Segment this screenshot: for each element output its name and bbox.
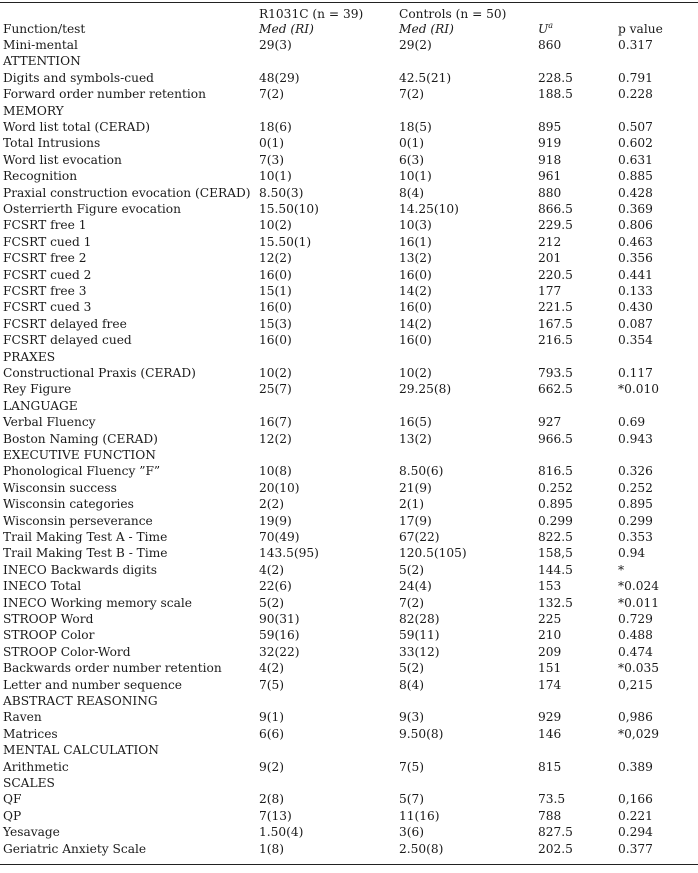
controls-value: 24(4) [399,579,432,594]
controls-value: 5(2) [399,562,425,577]
p-value: 0.895 [618,497,653,512]
controls-value: 0(1) [399,136,425,151]
p-value: *0.024 [618,579,659,594]
r1031c-value: 19(9) [259,513,292,528]
u-value: 662.5 [538,382,573,397]
controls-value: 16(0) [399,300,432,315]
u-value: 167.5 [538,316,573,331]
table-row [0,662,698,678]
p-value: 0.806 [618,218,653,233]
r1031c-value: 5(2) [259,595,285,610]
test-name: Matrices [3,726,58,741]
top-rule [0,2,698,3]
header-med-ri-controls: Med (RI) [399,22,454,36]
table-row [0,465,698,481]
p-value: *0.010 [618,382,659,397]
controls-value: 5(7) [399,792,425,807]
controls-value: 29(2) [399,38,432,52]
u-value: 210 [538,628,562,643]
p-value: 0.326 [618,464,653,479]
p-value: 0,986 [618,710,653,725]
controls-value: 5(2) [399,661,425,676]
p-value: *0.035 [618,661,659,676]
p-value: 0.631 [618,152,653,167]
test-name: STROOP Color [3,628,95,643]
u-value: 880 [538,185,562,200]
p-value: 0.69 [618,415,646,430]
header-p-value: p value [618,22,663,36]
u-value: 228.5 [538,70,573,85]
r1031c-value: 10(2) [259,218,292,233]
controls-value: 7(2) [399,595,425,610]
p-value: 0.133 [618,284,653,298]
controls-value: 29.25(8) [399,382,452,397]
r1031c-value: 32(22) [259,644,300,659]
controls-value: 14(2) [399,284,432,298]
test-name: Geriatric Anxiety Scale [3,841,147,856]
section-header-row [0,777,698,793]
test-name: Yesavage [3,825,60,840]
section-header-row [0,695,698,711]
section-label: PRAXES [3,349,56,364]
p-value: 0.299 [618,513,653,528]
controls-value: 59(11) [399,628,440,643]
controls-value: 14.25(10) [399,202,459,216]
test-name: Praxial construction evocation (CERAD) [3,185,251,200]
table-row [0,72,698,88]
r1031c-value: 20(10) [259,480,300,495]
section-label: MENTAL CALCULATION [3,743,159,758]
table-row [0,646,698,662]
header-u-statistic: $U^a$ [538,21,554,36]
u-value: 815 [538,759,562,774]
header-u-superscript: a [548,21,554,30]
u-value: 918 [538,152,562,167]
table-row [0,236,698,252]
table-row [0,416,698,432]
test-name: FCSRT delayed free [3,316,127,331]
controls-value: 21(9) [399,480,432,495]
controls-value: 7(2) [399,87,425,102]
controls-value: 6(3) [399,152,425,167]
test-name: Rey Figure [3,382,72,397]
controls-value: 8(4) [399,677,425,692]
controls-value: 10(1) [399,169,432,184]
controls-value: 9(3) [399,710,425,725]
p-value: 0.428 [618,185,653,200]
r1031c-value: 143.5(95) [259,546,319,561]
test-name: FCSRT cued 2 [3,267,92,282]
table-row [0,252,698,268]
p-value: 0.885 [618,169,653,184]
table-row [0,170,698,186]
controls-value: 16(0) [399,333,432,348]
table-row [0,711,698,727]
r1031c-value: 8.50(3) [259,185,304,200]
p-value: 0.430 [618,300,653,315]
test-name: INECO Backwards digits [3,562,158,577]
r1031c-value: 25(7) [259,382,292,397]
r1031c-value: 16(0) [259,267,292,282]
r1031c-value: 1(8) [259,841,285,856]
p-value: 0.507 [618,120,653,134]
p-value: 0.356 [618,251,653,266]
r1031c-value: 7(2) [259,87,285,102]
p-value: 0.602 [618,136,653,151]
u-value: 866.5 [538,202,573,216]
test-name: Backwards order number retention [3,661,222,676]
header-group-controls: Controls (n = 50) [399,7,507,21]
section-header-row [0,400,698,416]
table-header-columns [0,23,698,39]
test-name: QP [3,808,22,823]
test-name: Raven [3,710,42,725]
u-value: 225 [538,612,562,626]
u-value: 153 [538,579,562,594]
r1031c-value: 7(3) [259,152,285,167]
test-name: Wisconsin perseverance [3,513,153,528]
controls-value: 17(9) [399,513,432,528]
controls-value: 42.5(21) [399,70,452,85]
r1031c-value: 16(7) [259,415,292,430]
r1031c-value: 16(0) [259,333,292,348]
p-value: 0.221 [618,808,653,823]
test-name: QF [3,792,22,807]
u-value: 816.5 [538,464,573,479]
table-row [0,679,698,695]
section-label: MEMORY [3,103,64,118]
table-row [0,367,698,383]
controls-value: 120.5(105) [399,546,467,561]
table-row [0,383,698,399]
u-value: 822.5 [538,530,573,544]
table-row [0,269,698,285]
controls-value: 10(3) [399,218,432,233]
table-row [0,531,698,547]
test-name: Arithmetic [3,759,69,774]
u-value: 860 [538,38,562,52]
p-value: 0.474 [618,644,653,659]
test-name: Word list total (CERAD) [3,120,151,134]
p-value: 0.377 [618,841,653,856]
table-row [0,318,698,334]
p-value: 0.488 [618,628,653,643]
p-value: 0.791 [618,70,653,85]
controls-value: 13(2) [399,251,432,266]
header-function-test: Function/test [3,22,86,36]
u-value: 144.5 [538,562,573,577]
test-name: FCSRT cued 3 [3,300,92,315]
controls-value: 9.50(8) [399,726,444,741]
u-value: 220.5 [538,267,573,282]
test-name: Wisconsin categories [3,497,134,512]
r1031c-value: 10(2) [259,366,292,380]
table-row [0,88,698,104]
p-value: 0.354 [618,333,653,348]
table-row [0,613,698,629]
table-row [0,482,698,498]
controls-value: 8(4) [399,185,425,200]
section-label: LANGUAGE [3,398,78,413]
table-row [0,137,698,153]
u-value: 927 [538,415,562,430]
controls-value: 13(2) [399,431,432,446]
section-header-row [0,351,698,367]
table-row [0,728,698,744]
test-name: Wisconsin success [3,480,117,495]
p-value: 0.389 [618,759,653,774]
r1031c-value: 10(8) [259,464,292,479]
u-value: 929 [538,710,562,725]
table-row [0,39,698,55]
r1031c-value: 9(1) [259,710,285,725]
test-name: Constructional Praxis (CERAD) [3,366,196,380]
controls-value: 10(2) [399,366,432,380]
u-value: 73.5 [538,792,566,807]
u-value: 0.895 [538,497,573,512]
controls-value: 82(28) [399,612,440,626]
r1031c-value: 29(3) [259,38,292,52]
p-value: 0,215 [618,677,653,692]
p-value: 0.943 [618,431,653,446]
controls-value: 8.50(6) [399,464,444,479]
u-value: 793.5 [538,366,573,380]
r1031c-value: 18(6) [259,120,292,134]
table-row [0,219,698,235]
controls-value: 16(5) [399,415,432,430]
r1031c-value: 15(3) [259,316,292,331]
test-name: Recognition [3,169,78,184]
table-row [0,154,698,170]
table-row [0,301,698,317]
u-value: 202.5 [538,841,573,856]
r1031c-value: 2(8) [259,792,285,807]
test-name: FCSRT free 2 [3,251,87,266]
test-name: FCSRT free 3 [3,284,87,298]
table-row [0,121,698,137]
u-value: 132.5 [538,595,573,610]
controls-value: 2.50(8) [399,841,444,856]
u-value: 895 [538,120,562,134]
table-row [0,843,698,859]
test-name: Letter and number sequence [3,677,182,692]
table-row [0,597,698,613]
p-value: 0.441 [618,267,653,282]
table-row [0,203,698,219]
section-label: SCALES [3,776,55,790]
r1031c-value: 1.50(4) [259,825,304,840]
p-value: *0,029 [618,726,659,741]
r1031c-value: 70(49) [259,530,300,544]
r1031c-value: 48(29) [259,70,300,85]
table-row [0,810,698,826]
p-value: 0.369 [618,202,653,216]
r1031c-value: 12(2) [259,431,292,446]
table-row [0,547,698,563]
controls-value: 33(12) [399,644,440,659]
r1031c-value: 15(1) [259,284,292,298]
test-name: Trail Making Test B - Time [3,546,168,561]
test-name: STROOP Color-Word [3,644,131,659]
test-name: INECO Total [3,579,82,594]
r1031c-value: 10(1) [259,169,292,184]
u-value: 961 [538,169,562,184]
p-value: 0.463 [618,234,653,249]
p-value: 0.353 [618,530,653,544]
test-name: Forward order number retention [3,87,206,102]
test-name: FCSRT delayed cued [3,333,132,348]
p-value: 0.94 [618,546,646,561]
r1031c-value: 15.50(10) [259,202,319,216]
r1031c-value: 7(5) [259,677,285,692]
controls-value: 11(16) [399,808,440,823]
test-name: Word list evocation [3,152,122,167]
u-value: 0.252 [538,480,573,495]
r1031c-value: 22(6) [259,579,292,594]
test-name: FCSRT free 1 [3,218,87,233]
table-row [0,285,698,301]
u-value: 174 [538,677,562,692]
table-row [0,187,698,203]
table-row [0,564,698,580]
r1031c-value: 0(1) [259,136,285,151]
p-value: 0.729 [618,612,653,626]
controls-value: 7(5) [399,759,425,774]
u-value: 216.5 [538,333,573,348]
section-label: EXECUTIVE FUNCTION [3,448,156,462]
section-header-row [0,105,698,121]
r1031c-value: 4(2) [259,562,285,577]
r1031c-value: 12(2) [259,251,292,266]
u-value: 229.5 [538,218,573,233]
u-value: 188.5 [538,87,573,102]
controls-value: 18(5) [399,120,432,134]
table-row [0,498,698,514]
u-value: 221.5 [538,300,573,315]
p-value: 0.117 [618,366,653,380]
controls-value: 14(2) [399,316,432,331]
table-row [0,433,698,449]
r1031c-value: 6(6) [259,726,285,741]
test-name: INECO Working memory scale [3,595,192,610]
test-name: Trail Making Test A - Time [3,530,168,544]
r1031c-value: 16(0) [259,300,292,315]
controls-value: 16(1) [399,234,432,249]
section-label: ATTENTION [3,54,81,69]
u-value: 966.5 [538,431,573,446]
test-name: Mini-mental [3,38,78,52]
u-value: 788 [538,808,562,823]
p-value: 0,166 [618,792,653,807]
controls-value: 2(1) [399,497,425,512]
table-row [0,334,698,350]
header-med-ri-r1031c: Med (RI) [259,22,314,36]
u-value: 146 [538,726,562,741]
test-name: Osterrierth Figure evocation [3,202,181,216]
section-label: ABSTRACT REASONING [3,694,158,708]
u-value: 212 [538,234,562,249]
controls-value: 3(6) [399,825,425,840]
table-row [0,629,698,645]
u-value: 919 [538,136,562,151]
test-name: Total Intrusions [3,136,101,151]
u-value: 158,5 [538,546,573,561]
section-header-row [0,449,698,465]
r1031c-value: 4(2) [259,661,285,676]
table-row [0,826,698,842]
u-value: 209 [538,644,562,659]
controls-value: 16(0) [399,267,432,282]
p-value: 0.317 [618,38,653,52]
section-header-row [0,744,698,760]
test-name: FCSRT cued 1 [3,234,92,249]
u-value: 177 [538,284,562,298]
test-name: Phonological Fluency ”F” [3,464,161,479]
controls-value: 67(22) [399,530,440,544]
r1031c-value: 15.50(1) [259,234,312,249]
r1031c-value: 90(31) [259,612,300,626]
u-value: 151 [538,661,562,676]
u-value: 0.299 [538,513,573,528]
p-value: 0.228 [618,87,653,102]
p-value: 0.252 [618,480,653,495]
table-header-groups [0,8,698,24]
r1031c-value: 2(2) [259,497,285,512]
u-value: 201 [538,251,562,266]
table-row [0,793,698,809]
p-value: 0.294 [618,825,653,840]
bottom-rule [0,864,698,865]
p-value: *0.011 [618,595,659,610]
table-row [0,515,698,531]
r1031c-value: 59(16) [259,628,300,643]
table-row [0,580,698,596]
test-name: Verbal Fluency [3,415,96,430]
p-value: 0.087 [618,316,653,331]
r1031c-value: 9(2) [259,759,285,774]
p-value: * [618,562,625,577]
header-group-r1031c: R1031C (n = 39) [259,7,364,21]
r1031c-value: 7(13) [259,808,292,823]
table-row [0,761,698,777]
u-value: 827.5 [538,825,573,840]
test-name: STROOP Word [3,612,94,626]
section-header-row [0,55,698,71]
test-name: Digits and symbols-cued [3,70,154,85]
test-name: Boston Naming (CERAD) [3,431,158,446]
